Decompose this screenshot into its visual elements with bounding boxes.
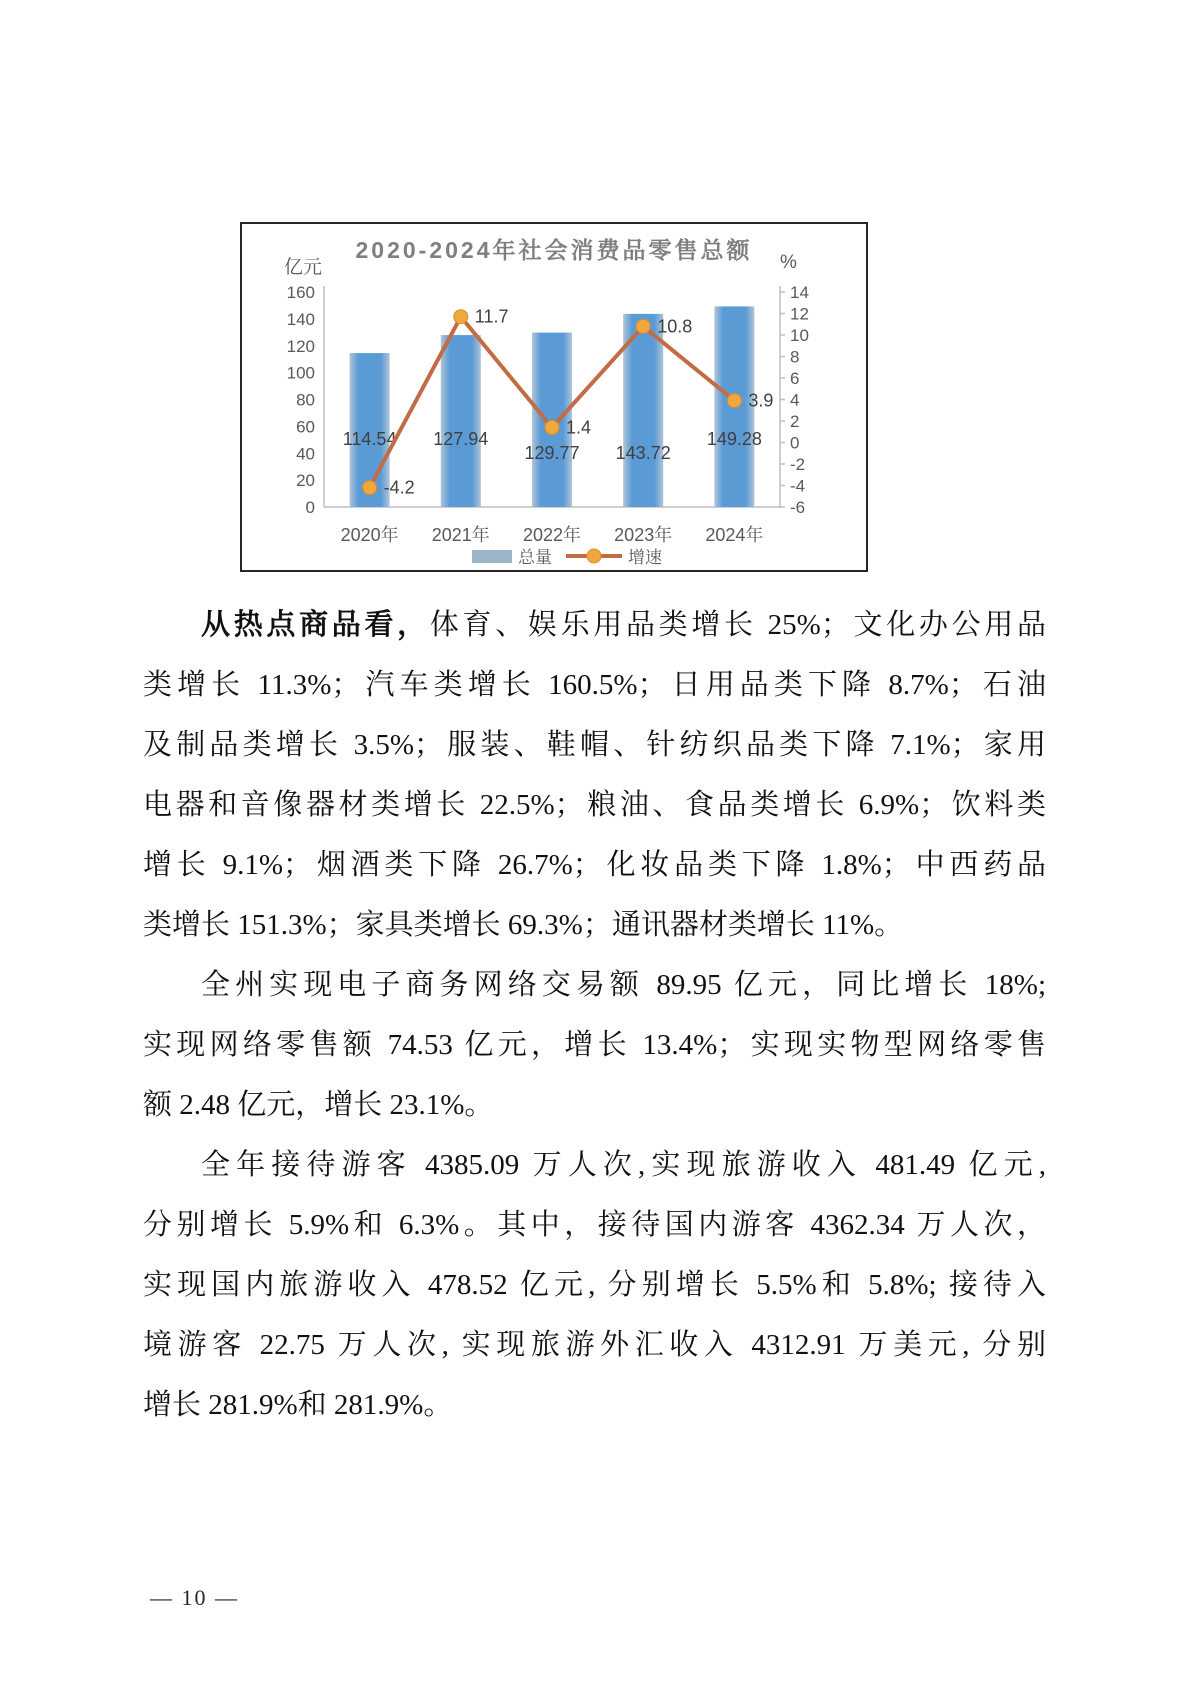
bar-value-label: 114.54 <box>342 429 397 449</box>
bar-value-label: 149.28 <box>706 429 762 449</box>
retail-sales-chart <box>240 222 868 572</box>
right-axis-tick: 0 <box>790 433 800 453</box>
line-value-label: 11.7 <box>474 306 509 327</box>
right-axis-tick: -6 <box>790 498 806 517</box>
category-label: 2023年 <box>614 525 673 545</box>
category-label: 2020年 <box>340 525 399 545</box>
left-axis-tick: 100 <box>286 363 315 383</box>
text-line: 实现网络零售额 74.53 亿元，增长 13.4%；实现实物型网络零售 <box>143 1029 1046 1061</box>
legend-line-marker <box>587 549 601 563</box>
line-marker-2024年 <box>727 394 741 408</box>
line-marker-2022年 <box>545 420 559 434</box>
right-axis-tick: 6 <box>790 369 800 388</box>
bar-value-label: 143.72 <box>615 443 671 463</box>
page-number: — 10 — <box>150 1585 239 1610</box>
bar-value-label: 127.94 <box>433 429 489 449</box>
left-axis-tick: 40 <box>296 444 315 464</box>
text-line: 增长 281.9%和 281.9%。 <box>143 1389 453 1421</box>
right-axis-tick: 2 <box>790 412 800 431</box>
right-axis-tick: 14 <box>790 283 809 302</box>
text-line: 境游客 22.75 万人次, 实现旅游外汇收入 4312.91 万美元, 分别 <box>143 1329 1046 1361</box>
chart-canvas <box>242 224 866 570</box>
text-line: 类增长 11.3%；汽车类增长 160.5%；日用品类下降 8.7%；石油 <box>143 669 1046 701</box>
category-label: 2024年 <box>705 525 764 545</box>
text-line: 类增长 151.3%；家具类增长 69.3%；通讯器材类增长 11%。 <box>143 909 904 941</box>
line-value-label: 3.9 <box>748 390 774 411</box>
left-axis-tick: 0 <box>305 498 315 517</box>
category-label: 2021年 <box>431 525 490 545</box>
right-axis-tick: 8 <box>790 347 800 367</box>
text-line: 分别增长 5.9%和 6.3%。其中，接待国内游客 4362.34 万人次， <box>143 1209 1046 1241</box>
left-axis-tick: 160 <box>286 283 315 302</box>
left-axis-tick: 60 <box>296 417 315 437</box>
text-line: 及制品类增长 3.5%；服装、鞋帽、针纺织品类下降 7.1%；家用 <box>143 729 1046 761</box>
legend-bar-label: 总量 <box>518 548 552 567</box>
left-axis-tick: 140 <box>286 309 315 329</box>
line-value-label: 1.4 <box>566 417 592 438</box>
right-axis-tick: 12 <box>790 304 809 324</box>
right-axis-tick: 10 <box>790 326 809 345</box>
text-line: 电器和音像器材类增长 22.5%；粮油、食品类增长 6.9%；饮料类 <box>143 789 1046 821</box>
line-value-label: 10.8 <box>657 316 693 337</box>
right-axis-unit-label: % <box>780 252 797 273</box>
left-axis-tick: 80 <box>296 390 315 410</box>
text-line: 增长 9.1%；烟酒类下降 26.7%；化妆品类下降 1.8%；中西药品 <box>143 849 1046 881</box>
text-line: 全州实现电子商务网络交易额 89.95 亿元，同比增长 18%; <box>201 969 1046 1001</box>
left-axis-unit-label: 亿元 <box>284 257 323 278</box>
body-text <box>143 595 1046 1435</box>
text-line: 从热点商品看，体育、娱乐用品类增长 25%；文化办公用品 <box>201 609 1046 641</box>
right-axis-tick: 4 <box>790 390 800 410</box>
bar-value-label: 129.77 <box>524 443 580 463</box>
line-marker-2020年 <box>363 481 377 495</box>
line-value-label: -4.2 <box>383 477 415 498</box>
category-label: 2022年 <box>522 525 582 545</box>
legend-line-label: 增速 <box>628 548 662 567</box>
text-line: 额 2.48 亿元，增长 23.1%。 <box>143 1089 494 1121</box>
text-line: 实现国内旅游收入 478.52 亿元, 分别增长 5.5%和 5.8%; 接待入 <box>143 1269 1046 1301</box>
line-marker-2021年 <box>454 310 468 324</box>
line-marker-2023年 <box>636 319 650 333</box>
bar-2021年 <box>441 335 481 507</box>
chart-title: 2020-2024年社会消费品零售总额 <box>355 237 753 263</box>
right-axis-tick: -4 <box>790 476 806 496</box>
right-axis-tick: -2 <box>790 455 806 474</box>
left-axis-tick: 120 <box>286 336 315 356</box>
text-line: 全年接待游客 4385.09 万人次,实现旅游收入 481.49 亿元, <box>201 1149 1046 1181</box>
left-axis-tick: 20 <box>296 471 315 491</box>
legend-bar-swatch <box>472 550 512 563</box>
